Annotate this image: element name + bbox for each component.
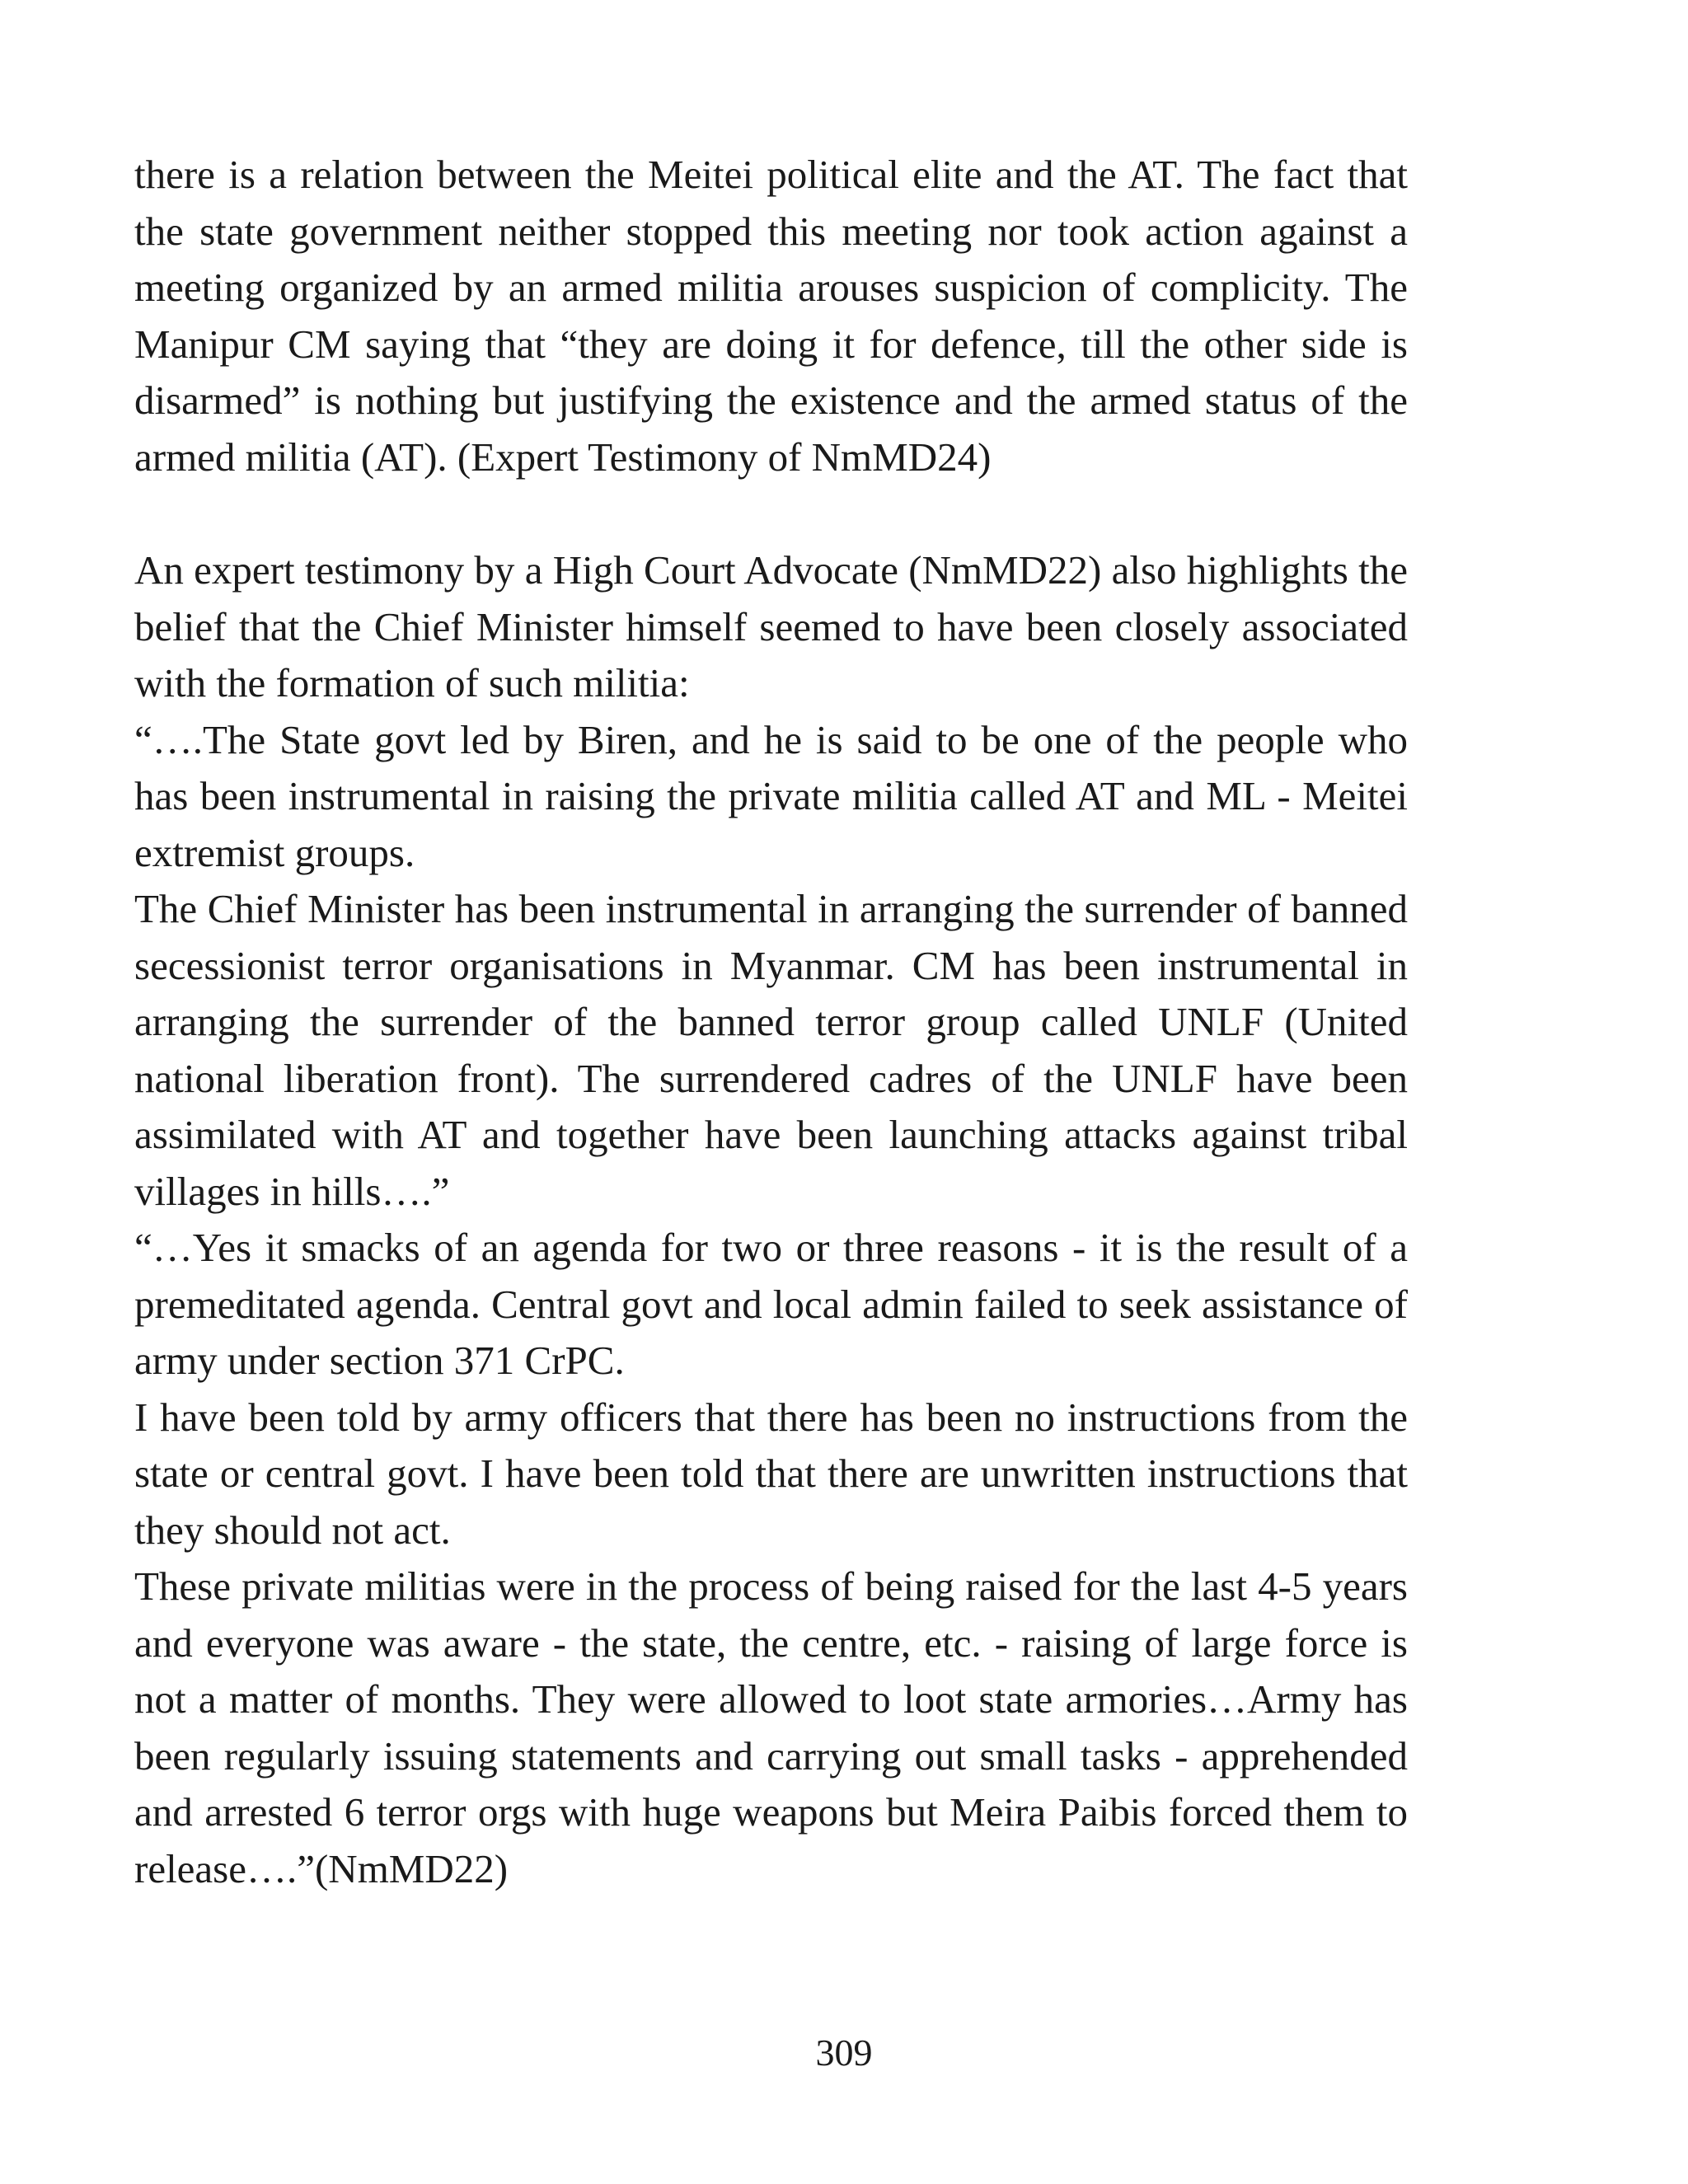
paragraph-expert-testimony-nmmd24: there is a relation between the Meitei political elite and the AT. The fact that the state government neither stopped this meeting nor took action against a meeting organized by an armed militia arouses suspicion of complicity. The Manipur CM saying that “they are doing it for defence, till the other side is disarmed” is nothing but justifying the existence and the armed status of the armed militia (AT). (Expert Testimony of NmMD24) (134, 152, 1408, 480)
body-text-block-2 (134, 542, 1408, 1897)
quote-paragraph-unlf-surrender: The Chief Minister has been instrumental in arranging the surrender of banned secessionist terror organisations in Myanmar. CM has been instrumental in arranging the surrender of the banned terror group called UNLF (United national liberation front). The surrendered cadres of the UNLF have been assimilated with AT and together have been launching attacks against tribal villages in hills….” (134, 886, 1408, 1214)
quote-paragraph-biren-militia: “….The State govt led by Biren, and he is said to be one of the people who has been instrumental in raising the private militia called AT and ML - Meitei extremist groups. (134, 716, 1408, 875)
page-number: 309 (815, 2032, 873, 2074)
quote-paragraph-premeditated-agenda: “…Yes it smacks of an agenda for two or three reasons - it is the result of a premeditated agenda. Central govt and local admin failed to seek assistance of army under section 371 CrPC. (134, 1225, 1408, 1383)
quote-paragraph-private-militias: These private militias were in the process of being raised for the last 4-5 years and everyone was aware - the state, the centre, etc. - raising of large force is not a matter of months. They were allowed to loot state armories…Army has been regularly issuing statements and carrying out small tasks - apprehended and arrested 6 terror orgs with huge weapons but Meira Paibis forced them to release….”(NmMD22) (134, 1563, 1408, 1891)
body-text-block-1 (134, 147, 1408, 485)
paragraph-expert-testimony-intro: An expert testimony by a High Court Advocate (NmMD22) also highlights the belief that the Chief Minister himself seemed to have been closely associated with the formation of such militia: (134, 547, 1408, 705)
quote-paragraph-army-instructions: I have been told by army officers that there has been no instructions from the state or central govt. I have been told that there are unwritten instructions that they should not act. (134, 1394, 1408, 1553)
